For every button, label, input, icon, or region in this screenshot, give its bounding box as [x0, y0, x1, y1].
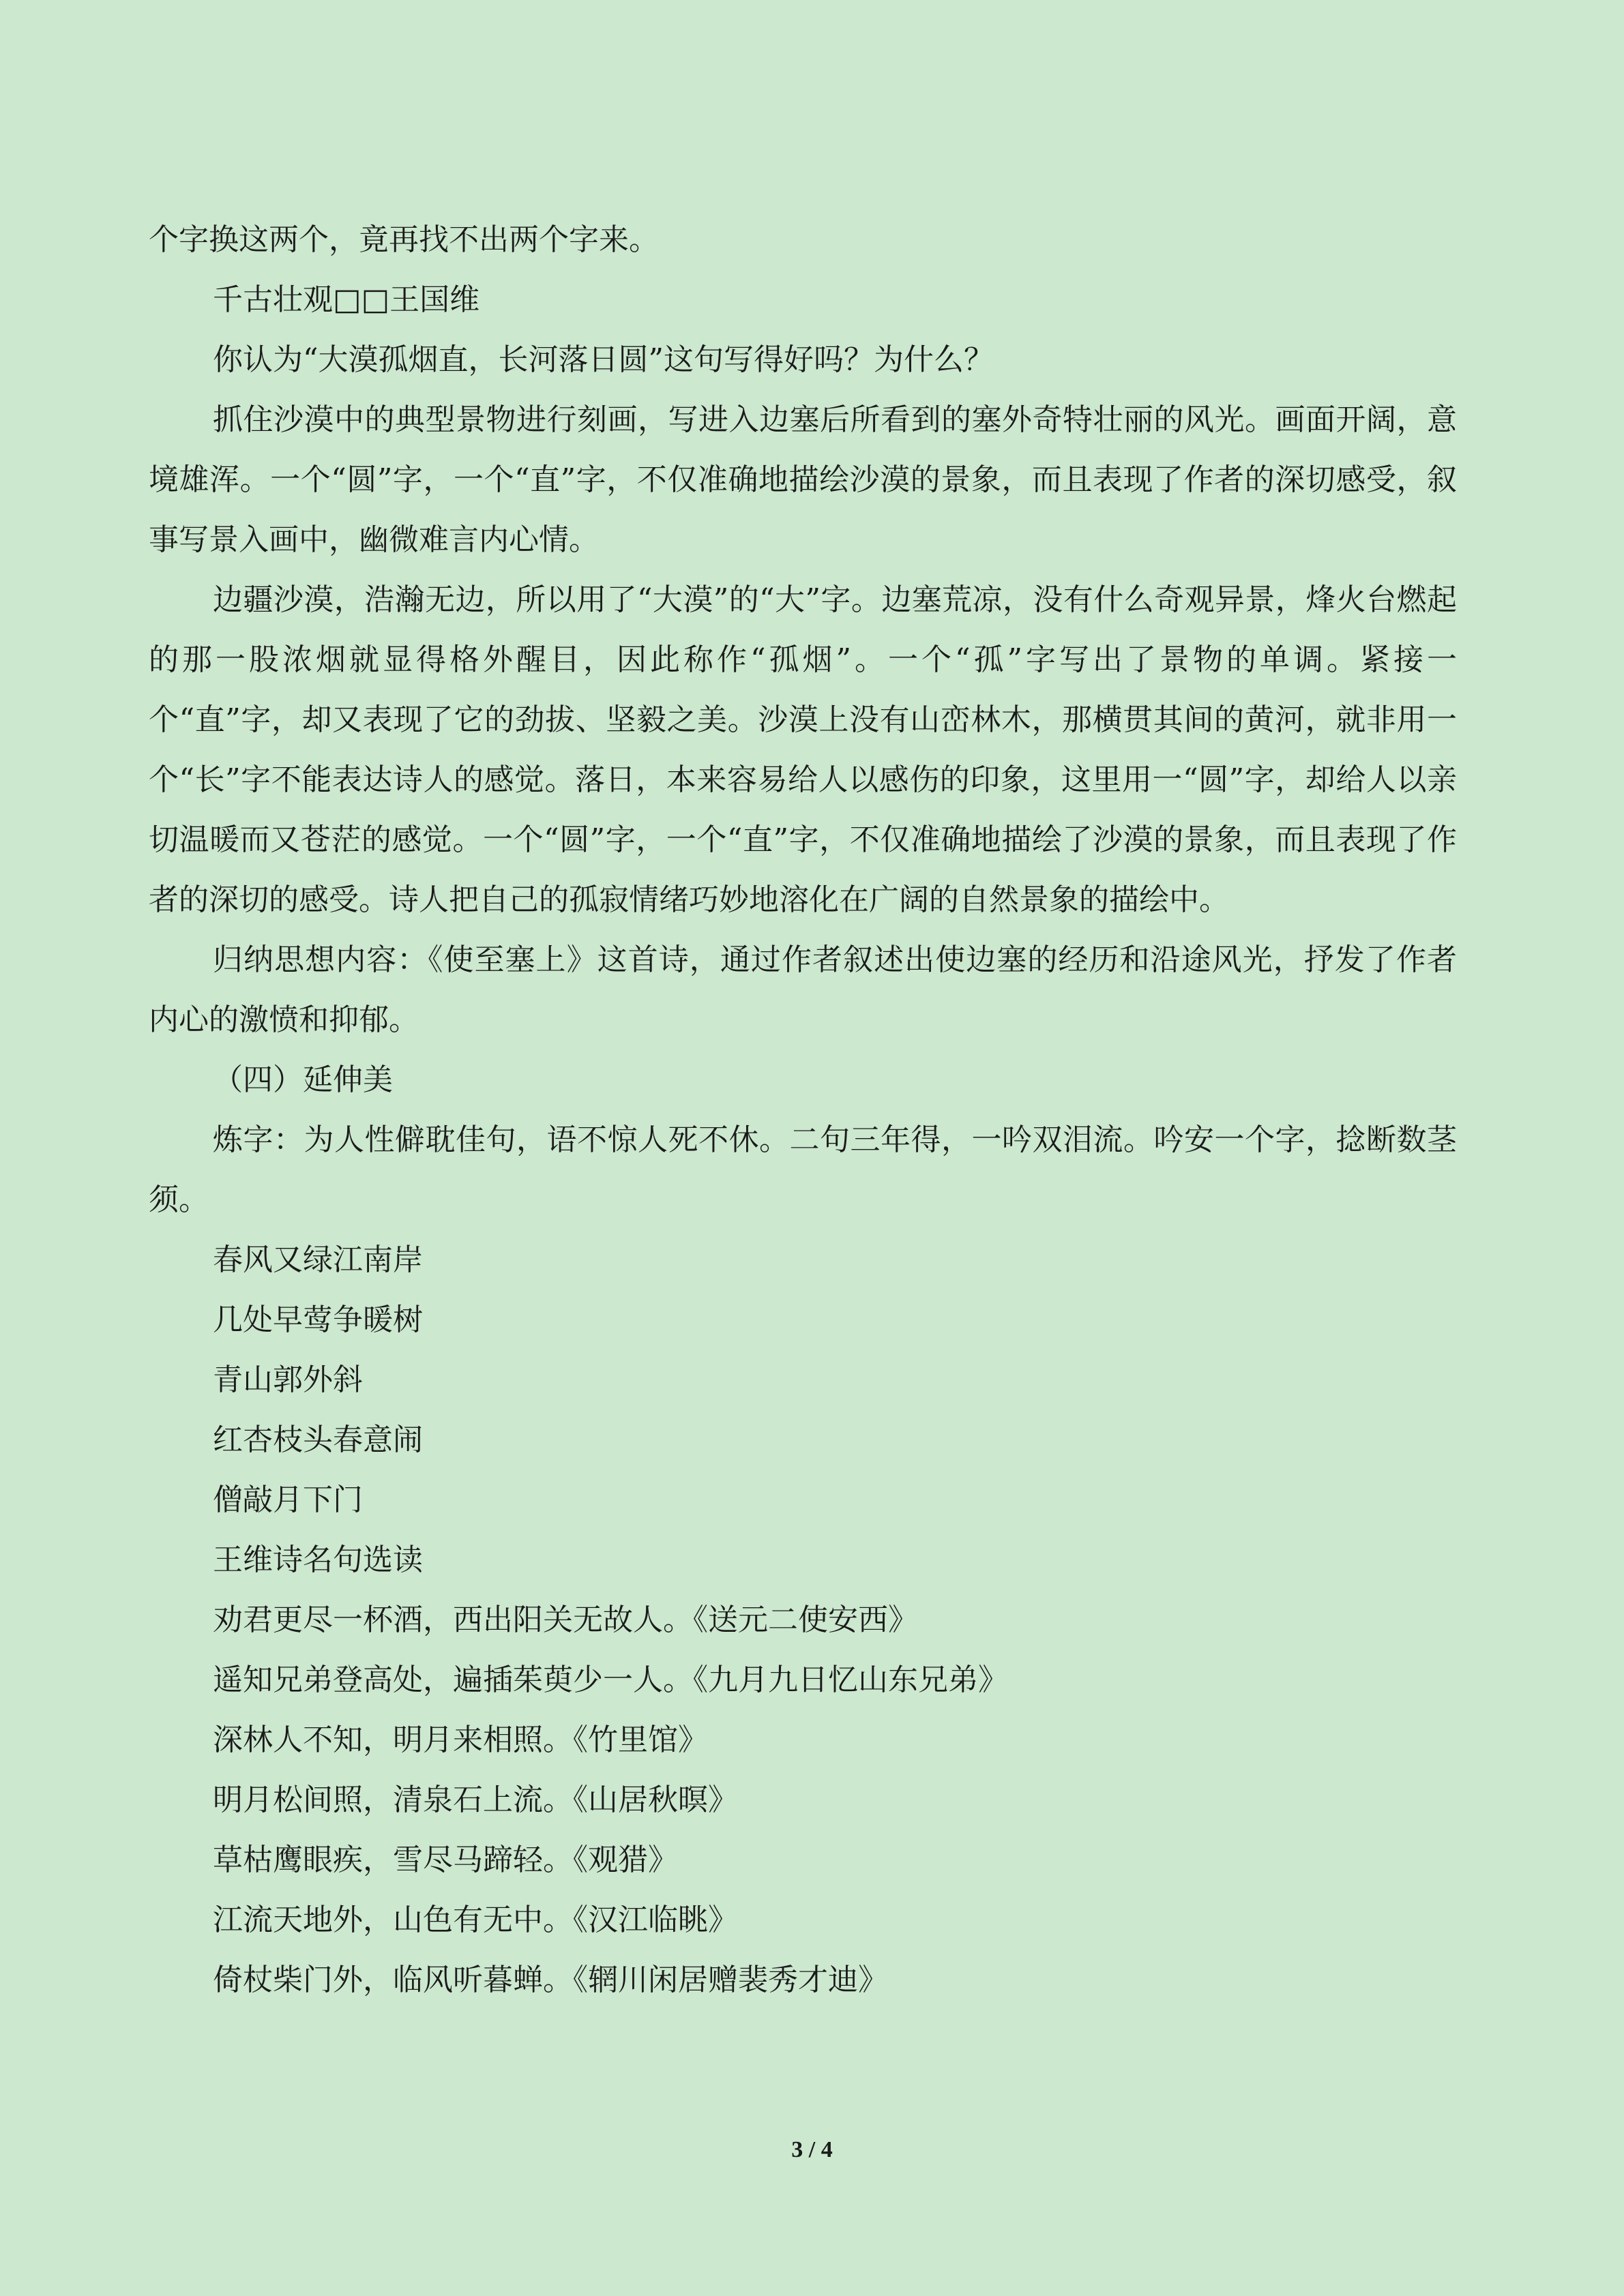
paragraph-question: 你认为“大漠孤烟直，长河落日圆”这句写得好吗？为什么？ [213, 342, 994, 377]
famous-line-item: 遥知兄弟登高处，遍插茱萸少一人。《九月九日忆山东兄弟》 [213, 1663, 1008, 1697]
famous-line-item: 倚杖柴门外，临风听暮蝉。《辋川闲居赠裴秀才迪》 [213, 1963, 888, 1997]
poem-line: 青山郭外斜 [213, 1362, 363, 1397]
paragraph-continuation: 个字换这两个，竟再找不出两个字来。 [149, 222, 659, 257]
famous-line-item: 劝君更尽一杯酒，西出阳关无故人。《送元二使安西》 [213, 1602, 918, 1637]
paragraph-quote-attribution: 千古壮观□□王国维 [213, 282, 480, 317]
poem-line: 几处早莺争暖树 [213, 1302, 423, 1337]
famous-line-item: 江流天地外，山色有无中。《汉江临眺》 [213, 1903, 738, 1937]
famous-line-item: 明月松间照，清泉石上流。《山居秋暝》 [213, 1783, 738, 1817]
paragraph-summary: 归纳思想内容：《使至塞上》这首诗，通过作者叙述出使边塞的经历和沿途风光，抒发了作者内心的激愤和抑郁。 [149, 942, 1457, 1037]
poem-line: 僧敲月下门 [213, 1482, 363, 1517]
poem-line: 春风又绿江南岸 [213, 1242, 423, 1277]
page-number: 3 / 4 [791, 2137, 833, 2162]
famous-line-item: 深林人不知，明月来相照。《竹里馆》 [213, 1723, 708, 1757]
poem-line: 红杏枝头春意闹 [213, 1422, 423, 1457]
paragraph-analysis: 边疆沙漠，浩瀚无边，所以用了“大漠”的“大”字。边塞荒凉，没有什么奇观异景，烽火台燃起的那一股浓烟就显得格外醒目，因此称作“孤烟”。一个“孤”字写出了景物的单调。紧接一个“直”字，却又表现了它的劲拔、坚毅之美。沙漠上没有山峦林木，那横贯其间的黄河，就非用一个“长”字不能表达诗人的感觉。落日，本来容易给人以感伤的印象，这里用一“圆”字，却给人以亲切温暖而又苍茫的感觉。一个“圆”字，一个“直”字，不仅准确地描绘了沙漠的景象，而且表现了作者的深切的感受。诗人把自己的孤寂情绪巧妙地溶化在广阔的自然景象的描绘中。 [149, 582, 1458, 917]
famous-line-item: 草枯鹰眼疾，雪尽马蹄轻。《观猎》 [213, 1843, 678, 1877]
subsection-heading: 王维诗名句选读 [213, 1542, 423, 1577]
section-heading: （四）延伸美 [213, 1062, 393, 1097]
document-body [149, 210, 1457, 2010]
paragraph-answer: 抓住沙漠中的典型景物进行刻画，写进入边塞后所看到的塞外奇特壮丽的风光。画面开阔，意境雄浑。一个“圆”字，一个“直”字，不仅准确地描绘沙漠的景象，而且表现了作者的深切感受，叙事写景入画中，幽微难言内心情。 [149, 402, 1457, 557]
paragraph-word-refining: 炼字：为人性僻耽佳句，语不惊人死不休。二句三年得，一吟双泪流。吟安一个字，捻断数茎须。 [149, 1122, 1457, 1217]
